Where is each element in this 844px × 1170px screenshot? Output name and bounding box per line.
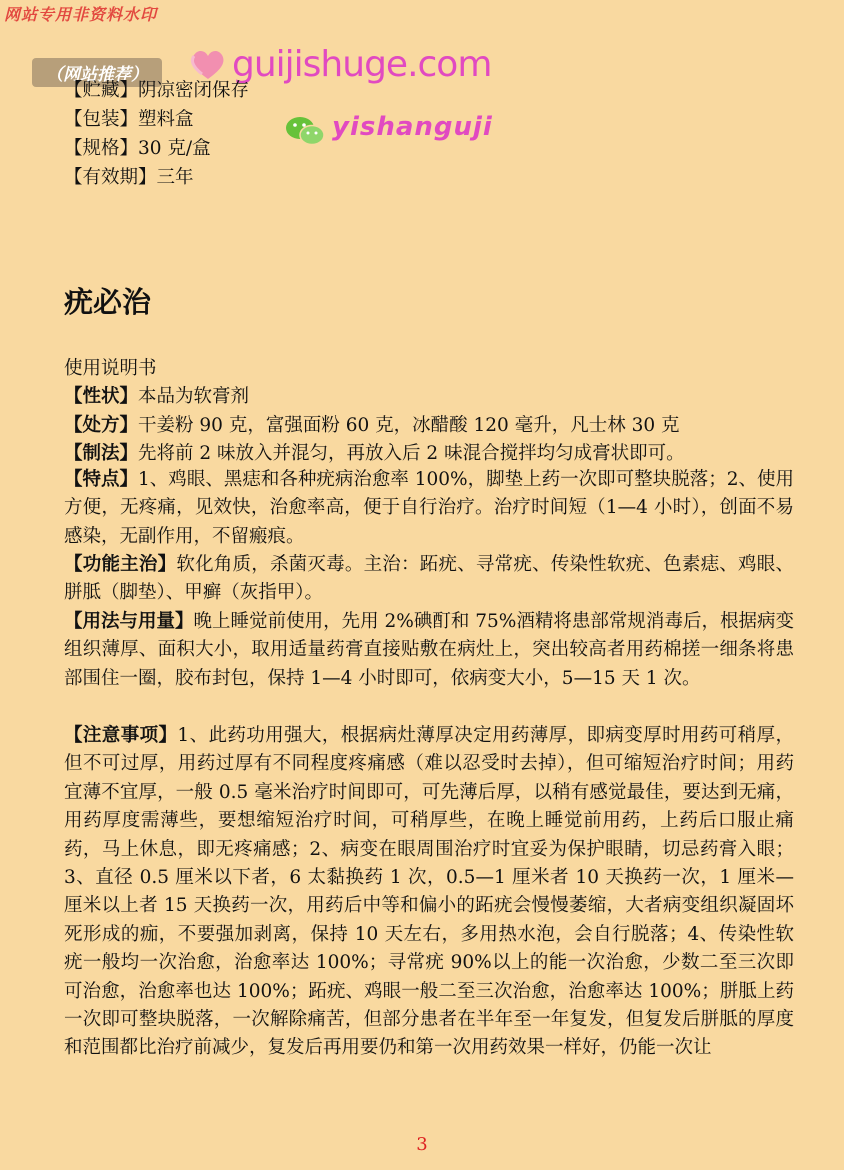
section-title: 疣必治 <box>64 285 152 319</box>
subtitle: 使用说明书 <box>64 358 157 379</box>
indications-paragraph: 【功能主治】软化角质，杀菌灭毒。主治：跖疣、寻常疣、传染性软疣、色素痣、鸡眼、胼胝（脚垫）、甲癣（灰指甲）。 <box>64 554 794 604</box>
storage-line: 【贮藏】阴凉密闭保存 <box>64 80 250 101</box>
preparation-line: 【制法】先将前 2 味放入并混匀，再放入后 2 味混合搅拌均匀成膏状即可。 <box>64 443 685 464</box>
page-number: 3 <box>416 1134 428 1155</box>
features-paragraph: 【特点】1、鸡眼、黑痣和各种疣病治愈率 100%，脚垫上药一次即可整块脱落；2、使用方便，无疼痛，见效快，治愈率高，便于自行治疗。治疗时间短（1—4 小时），创面不易感染，无副作用，不留瘢痕。 <box>64 469 794 547</box>
property-line: 【性状】本品为软膏剂 <box>64 386 250 407</box>
watermark-site: guijishuge.com <box>232 44 492 85</box>
wechat-icon <box>284 114 326 148</box>
watermark-wechat-id: yishanguji <box>332 112 493 142</box>
prescription-line: 【处方】干姜粉 90 克，富强面粉 60 克，冰醋酸 120 毫升，凡士林 30 克 <box>64 415 680 436</box>
watermark-banner: 网站专用非资料水印 <box>4 5 158 24</box>
expiry-line: 【有效期】三年 <box>64 167 194 188</box>
package-line: 【包装】塑料盒 <box>64 109 194 130</box>
watermark-badge: （网站推荐） <box>32 58 162 87</box>
usage-paragraph: 【用法与用量】晚上睡觉前使用，先用 2%碘酊和 75%酒精将患部常规消毒后，根据病变组织薄厚、面积大小，取用适量药膏直接贴敷在病灶上，突出较高者用药棉搓一细条将患部围住一圈，胶布封包，保持 1—4 小时即可，依病变大小，5—15 天 1 次。 <box>64 611 794 689</box>
spec-line: 【规格】30 克/盒 <box>64 138 211 159</box>
precautions-paragraph: 【注意事项】1、此药功用强大，根据病灶薄厚决定用药薄厚，即病变厚时用药可稍厚，但不可过厚，用药过厚有不同程度疼痛感（难以忍受时去掉），但可缩短治疗时间；用药宜薄不宜厚，一般 0.5 毫米治疗时间即可，可先薄后厚，以稍有感觉最佳，要达到无痛，用药厚度需薄些，要想缩短治疗时间，可稍厚些，在晚上睡觉前用药，上药后口服止痛药，马上休息，即无疼痛感；2、病变在眼周围治疗时宜妥为保护眼睛，切忌药膏入眼；3、直径 0.5 厘米以下者，6 太黏换药 1 次，0.5—1 厘米者 10 天换药一次，1 厘米—厘米以上者 15 天换药一次，用药后中等和偏小的跖疣会慢慢萎缩，大者病变组织凝固坏死形成的痂，不要强加剥离，保持 10 天左右，多用热水泡，会自行脱落；4、传染性软疣一般均一次治愈，治愈率达 100%；寻常疣 90%以上的能一次治愈，少数二至三次即可治愈，治愈率也达 100%；跖疣、鸡眼一般二至三次治愈，治愈率达 100%；胼胝上药一次即可整块脱落，一次解除痛苦，但部分患者在半年至一年复发，但复发后胼胝的厚度和范围都比治疗前减少，复发后再用要仍和第一次用药效果一样好，仍能一次让 <box>64 725 794 1059</box>
